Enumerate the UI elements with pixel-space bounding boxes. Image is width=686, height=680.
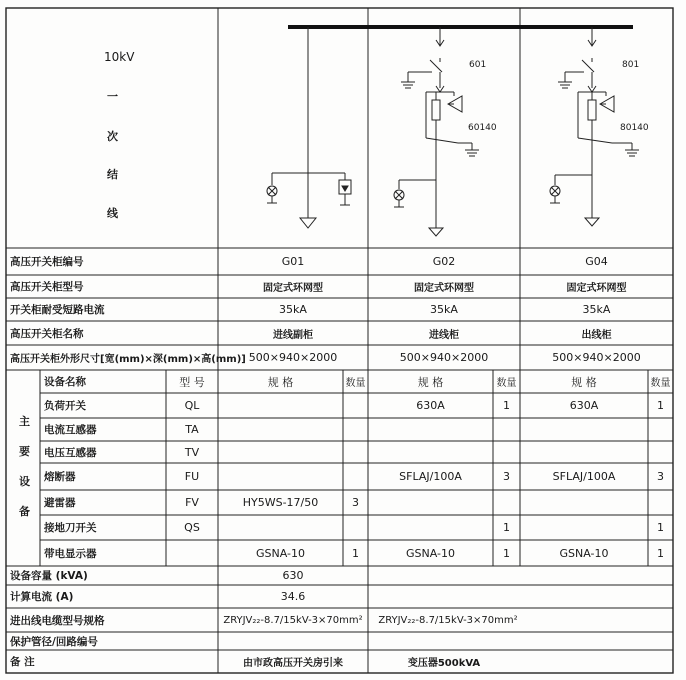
- g04-type: 固定式环网型: [566, 283, 627, 294]
- group-char-4: 备: [19, 505, 30, 518]
- eq-header-spec-g02: 规 格: [417, 375, 444, 389]
- eq-header-qty-g04: 数量: [650, 378, 671, 389]
- g02-circuit: [394, 27, 479, 236]
- eq-g01-qty: [343, 463, 368, 490]
- g02-dim: 500×940×2000: [399, 351, 489, 364]
- footer-label-remark: 备 注: [10, 656, 35, 668]
- g04-name: 出线柜: [581, 329, 612, 341]
- group-char-2: 要: [19, 445, 30, 458]
- eq-name: 避雷器: [44, 497, 76, 509]
- eq-header-qty-g01: 数量: [345, 378, 366, 389]
- eq-g02-spec: [368, 441, 493, 463]
- g02-current: 35kA: [430, 303, 458, 316]
- eq-g04-spec: [520, 418, 648, 441]
- eq-g04-qty: 1: [657, 546, 664, 560]
- title-char-2: 次: [107, 130, 118, 143]
- eq-g01-spec: [218, 463, 343, 490]
- eq-name: 接地刀开关: [44, 522, 97, 534]
- title-char-3: 结: [107, 168, 118, 181]
- eq-model: TA: [185, 423, 199, 436]
- eq-g04-spec: SFLAJ/100A: [552, 470, 616, 483]
- eq-model: FU: [184, 470, 200, 483]
- eq-header-qty-g02: 数量: [496, 378, 517, 389]
- eq-g04-spec: GSNA-10: [559, 546, 609, 560]
- g01-circuit: [267, 27, 351, 228]
- eq-header-spec-g04: 规 格: [571, 375, 597, 389]
- footer-remark-g01: 由市政高压开关房引来: [243, 658, 343, 669]
- row-label-cabinet-no: 高压开关柜编号: [10, 256, 84, 268]
- eq-g04-qty: [648, 490, 673, 515]
- g01-dim: 500×940×2000: [248, 351, 338, 364]
- eq-g04-qty: [648, 418, 673, 441]
- eq-g04-spec: [520, 441, 648, 463]
- footer-label-cable: 进出线电缆型号规格: [10, 614, 105, 627]
- eq-g01-qty: 1: [352, 546, 359, 560]
- g04-dim: 500×940×2000: [552, 351, 641, 364]
- g04-current: 35kA: [582, 303, 611, 316]
- g02-no: G02: [432, 255, 456, 268]
- eq-g02-qty: 1: [503, 399, 510, 412]
- g02-switch-label: 601: [469, 60, 487, 70]
- eq-g01-spec: GSNA-10: [256, 546, 305, 560]
- voltage-label: 10kV: [104, 50, 135, 64]
- g01-type: 固定式环网型: [263, 283, 323, 294]
- eq-name: 负荷开关: [44, 400, 86, 412]
- row-label-cabinet-name: 高压开关柜名称: [10, 327, 84, 340]
- eq-g04-spec: [520, 515, 648, 540]
- row-label-short-circuit: 开关柜耐受短路电流: [10, 304, 105, 316]
- footer-current-g01: 34.6: [280, 590, 306, 603]
- g01-name: 进线副柜: [273, 329, 313, 341]
- eq-g04-qty: 1: [657, 399, 664, 412]
- eq-model: [166, 540, 218, 566]
- eq-g02-spec: [368, 490, 493, 515]
- footer-capacity-g01: 630: [282, 569, 304, 582]
- footer-remark-g02: 变压器500kVA: [407, 658, 481, 669]
- eq-g04-qty: 3: [657, 470, 664, 483]
- eq-header-model: 型 号: [179, 375, 205, 389]
- eq-g02-spec: 630A: [416, 399, 445, 412]
- eq-g01-spec: HY5WS-17/50: [242, 496, 319, 509]
- eq-g02-qty: [493, 490, 520, 515]
- eq-g01-spec: [218, 418, 343, 441]
- eq-g02-qty: 1: [503, 546, 510, 560]
- eq-model: QL: [184, 399, 200, 412]
- g01-current: 35kA: [279, 303, 307, 316]
- eq-g02-spec: [368, 515, 493, 540]
- eq-g02-qty: [493, 441, 520, 463]
- eq-g02-spec: GSNA-10: [406, 546, 455, 560]
- eq-g01-spec: [218, 441, 343, 463]
- eq-name: 电压互感器: [44, 446, 97, 459]
- eq-header-spec-g01: 规 格: [267, 375, 294, 389]
- g01-no: G01: [281, 255, 305, 268]
- row-label-dimension: 高压开关柜外形尺寸[宽(mm)×深(mm)×高(mm)]: [10, 354, 246, 365]
- g04-earth-label: 80140: [620, 123, 649, 133]
- g04-no: G04: [585, 255, 608, 268]
- eq-name: 熔断器: [44, 471, 76, 483]
- eq-g02-qty: 3: [503, 470, 510, 483]
- footer-cable-g01: ZRYJV₂₂-8.7/15kV-3×70mm²: [223, 614, 363, 626]
- eq-name: 带电显示器: [44, 547, 97, 560]
- eq-model: QS: [184, 521, 200, 534]
- title-char-4: 线: [107, 207, 118, 220]
- eq-name: 电流互感器: [44, 424, 97, 436]
- footer-label-current: 计算电流 (A): [10, 591, 74, 603]
- eq-g04-spec: [520, 490, 648, 515]
- row-label-cabinet-type: 高压开关柜型号: [10, 281, 84, 293]
- eq-g01-qty: 3: [352, 496, 359, 509]
- g04-switch-label: 801: [622, 60, 640, 70]
- title-char-1: 一: [107, 90, 118, 103]
- eq-g01-spec: [218, 515, 343, 540]
- group-char-3: 设: [19, 475, 30, 488]
- footer-label-protection: 保护管径/回路编号: [10, 635, 98, 648]
- eq-g02-qty: [493, 418, 520, 441]
- eq-model: FV: [185, 496, 199, 509]
- eq-header-name: 设备名称: [44, 376, 86, 388]
- eq-g01-qty: [343, 418, 368, 441]
- eq-g04-qty: [648, 441, 673, 463]
- eq-g01-spec: [218, 393, 343, 418]
- g02-type: 固定式环网型: [414, 283, 474, 294]
- eq-g02-qty: 1: [503, 521, 510, 534]
- eq-model: TV: [184, 445, 200, 459]
- footer-label-capacity: 设备容量 (kVA): [10, 570, 88, 582]
- eq-g02-spec: [368, 418, 493, 441]
- footer-cable-g02: ZRYJV₂₂-8.7/15kV-3×70mm²: [378, 614, 518, 626]
- eq-g01-qty: [343, 393, 368, 418]
- group-char-1: 主: [19, 415, 30, 428]
- eq-g04-spec: 630A: [569, 399, 599, 412]
- eq-g04-qty: 1: [657, 521, 664, 534]
- eq-g01-qty: [343, 441, 368, 463]
- g02-earth-label: 60140: [468, 123, 497, 133]
- eq-g01-qty: [343, 515, 368, 540]
- eq-g02-spec: SFLAJ/100A: [399, 470, 462, 483]
- g02-name: 进线柜: [429, 329, 459, 341]
